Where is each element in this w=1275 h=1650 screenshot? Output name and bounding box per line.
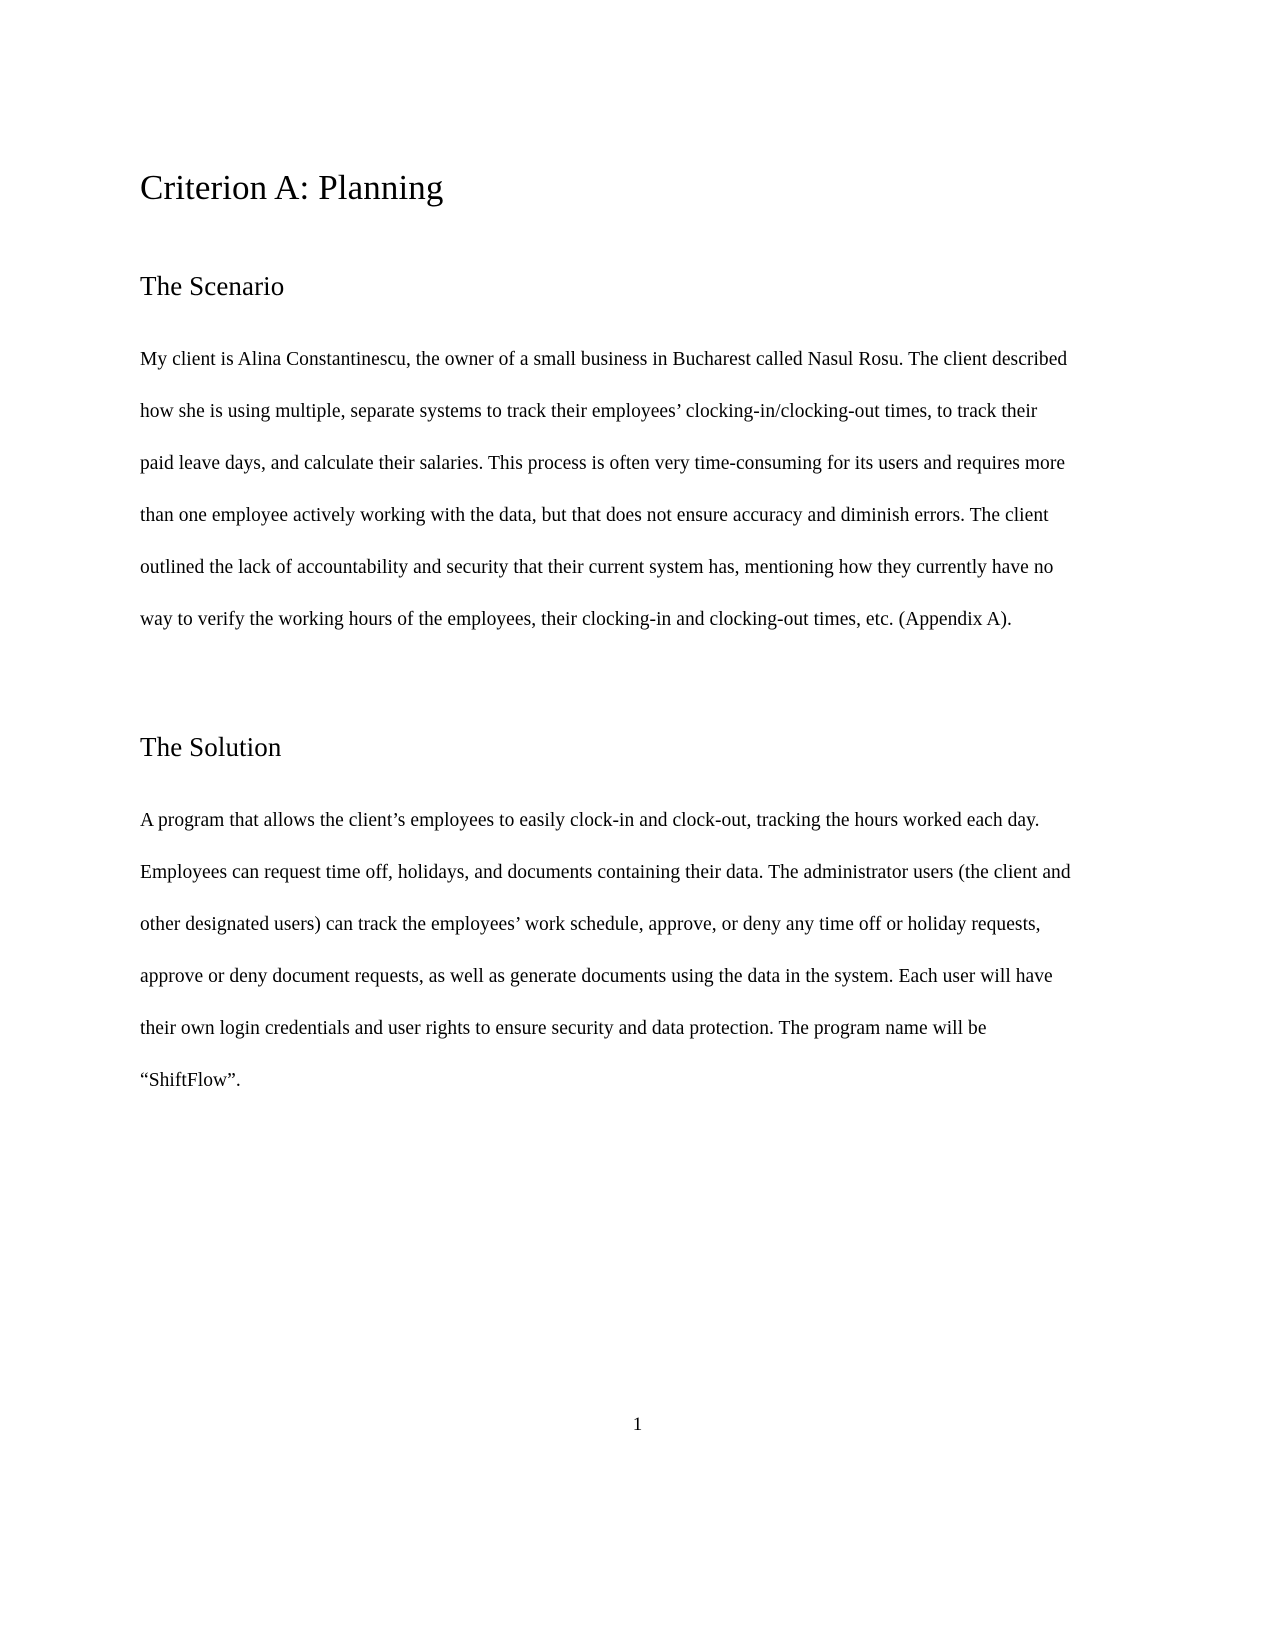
paragraph-scenario: My client is Alina Constantinescu, the owner of a small business in Bucharest called Nasul Rosu. The client described how she is using multiple, separate systems to track their employees’ clocking-in/clocking-out times, to track their paid leave days, and calculate their salaries. This process is often very time-consuming for its users and requires more than one employee actively working with the data, but that does not ensure accuracy and diminish errors. The client outlined the lack of accountability and security that their current system has, mentioning how they currently have no way to verify the working hours of the employees, their clocking-in and clocking-out times, etc. (Appendix A). bbox=[140, 349, 1068, 631]
page-title: Criterion A: Planning bbox=[140, 168, 444, 207]
section-heading-scenario: The Scenario bbox=[140, 271, 285, 302]
section-heading-solution: The Solution bbox=[140, 732, 282, 763]
paragraph-solution: A program that allows the client’s employees to easily clock-in and clock-out, tracking the hours worked each day. Employees can request time off, holidays, and documents containing their data. The administrator users (the client and other designated users) can track the employees’ work schedule, approve, or deny any time off or holiday requests, approve or deny document requests, as well as generate documents using the data in the system. Each user will have their own login credentials and user rights to ensure security and data protection. The program name will be “ShiftFlow”. bbox=[140, 810, 1071, 1092]
page-number: 1 bbox=[632, 1414, 643, 1435]
page-content bbox=[140, 0, 1075, 1107]
